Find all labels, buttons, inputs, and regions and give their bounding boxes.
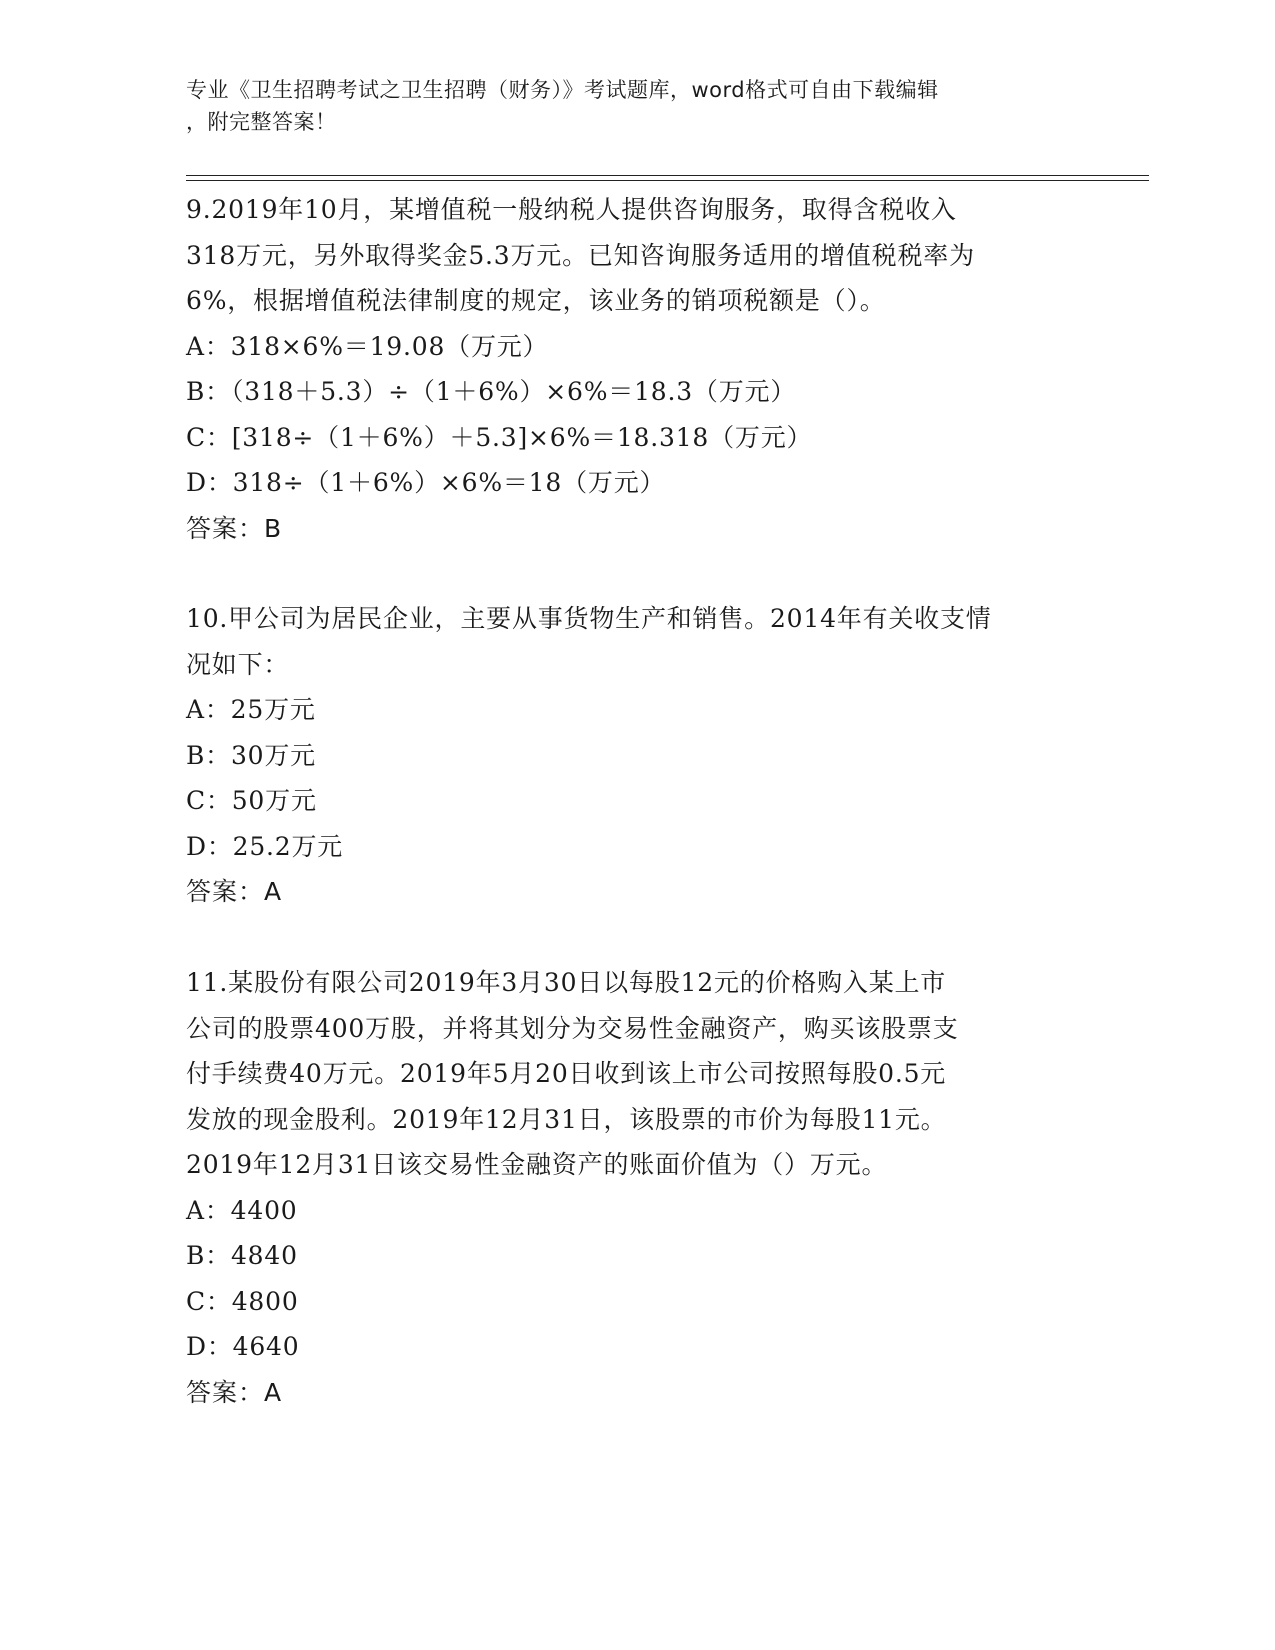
question-10: [186, 596, 1106, 915]
header-divider-top: [186, 175, 1149, 176]
option-a: A：318×6%＝19.08（万元）: [186, 331, 549, 361]
header-divider-bottom: [186, 180, 1149, 181]
header-line-1: 专业《卫生招聘考试之卫生招聘（财务）》考试题库，word格式可自由下载编辑: [186, 78, 939, 102]
option-d: D：318÷（1＋6%）×6%＝18（万元）: [186, 468, 666, 497]
option-c: C：4800: [186, 1286, 299, 1316]
question-stem-line: 318万元，另外取得奖金5.3万元。已知咨询服务适用的增值税税率为: [186, 240, 975, 270]
option-d: D：4640: [186, 1332, 300, 1361]
question-stem-line: 11.某股份有限公司2019年3月30日以每股12元的价格购入某上市: [186, 968, 947, 997]
question-11: [186, 960, 1106, 1415]
option-c: C：[318÷（1＋6%）＋5.3]×6%＝18.318（万元）: [186, 422, 813, 452]
page-header: [186, 74, 1066, 138]
answer-label: 答案：B: [186, 513, 283, 543]
question-stem-line: 6%，根据增值税法律制度的规定，该业务的销项税额是（）。: [186, 286, 886, 315]
option-b: B：4840: [186, 1241, 298, 1270]
answer-label: 答案：A: [186, 1377, 283, 1407]
option-c: C：50万元: [186, 786, 317, 815]
header-line-2: ，附完整答案！: [186, 110, 337, 134]
question-stem-line: 公司的股票400万股，并将其划分为交易性金融资产，购买该股票支: [186, 1013, 959, 1043]
question-stem-line: 付手续费40万元。2019年5月20日收到该上市公司按照每股0.5元: [186, 1059, 947, 1088]
option-a: A：4400: [186, 1195, 298, 1225]
question-stem-line: 发放的现金股利。2019年12月31日，该股票的市价为每股11元。: [186, 1104, 947, 1134]
question-stem-line: 10.甲公司为居民企业，主要从事货物生产和销售。2014年有关收支情: [186, 604, 992, 633]
question-stem-line: 2019年12月31日该交易性金融资产的账面价值为（）万元。: [186, 1150, 888, 1179]
option-b: B：30万元: [186, 740, 316, 770]
option-b: B：（318＋5.3）÷（1＋6%）×6%＝18.3（万元）: [186, 377, 797, 406]
option-a: A：25万元: [186, 695, 316, 724]
answer-label: 答案：A: [186, 877, 283, 906]
option-d: D：25.2万元: [186, 831, 344, 861]
question-stem-line: 况如下：: [186, 649, 290, 679]
question-9: [186, 187, 1106, 551]
question-stem-line: 9.2019年10月，某增值税一般纳税人提供咨询服务，取得含税收入: [186, 195, 957, 224]
